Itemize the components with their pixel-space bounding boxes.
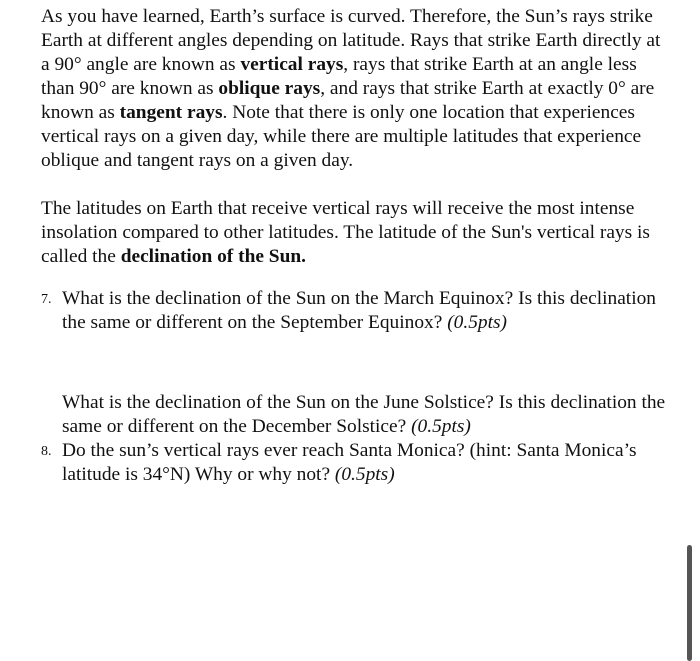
declination-text-1: The latitudes on Earth that receive vertical rays will receive the most intense insolation compared to other latitudes. The latitude of the Sun's vertical rays is called the	[41, 198, 650, 267]
intro-text-3: , and rays that strike Earth at exactly 0° are known as	[41, 78, 655, 123]
intro-text-1: As you have learned, Earth’s surface is curved. Therefore, the Sun’s rays strike Earth at different angles depending on latitude. Rays that strike Earth directly at a 90° angle are known as	[41, 6, 661, 75]
vertical-scrollbar[interactable]	[687, 545, 692, 661]
question-8-number: 8.	[41, 444, 52, 459]
question-7-number: 7.	[41, 292, 52, 307]
question-7-points: (0.5pts)	[447, 312, 507, 333]
term-oblique-rays: oblique rays	[218, 78, 321, 99]
question-8-text: Do the sun’s vertical rays ever reach Santa Monica? (hint: Santa Monica’s latitude is 34°N) Why or why not?	[62, 440, 637, 485]
term-vertical-rays: vertical rays	[240, 54, 344, 75]
question-7-text: What is the declination of the Sun on the March Equinox? Is this declination the same or different on the September Equinox?	[62, 288, 656, 333]
intro-text-2: , rays that strike Earth at an angle less than 90° are known as	[41, 54, 637, 99]
intro-text-4: . Note that there is only one location that experiences vertical rays on a given day, while there are multiple latitudes that experience oblique and tangent rays on a given day.	[41, 102, 642, 171]
declination-paragraph	[41, 197, 666, 269]
question-8	[41, 439, 666, 487]
term-declination: declination of the Sun.	[120, 246, 307, 267]
document-page	[41, 5, 666, 487]
question-7-followup-points: (0.5pts)	[411, 416, 471, 437]
question-7	[41, 287, 666, 335]
question-7-followup-text: What is the declination of the Sun on the June Solstice? Is this declination the same or different on the December Solstice?	[62, 392, 666, 437]
intro-paragraph	[41, 5, 666, 173]
term-tangent-rays: tangent rays	[119, 102, 223, 123]
question-8-points: (0.5pts)	[334, 464, 395, 485]
question-7-followup	[41, 391, 666, 439]
